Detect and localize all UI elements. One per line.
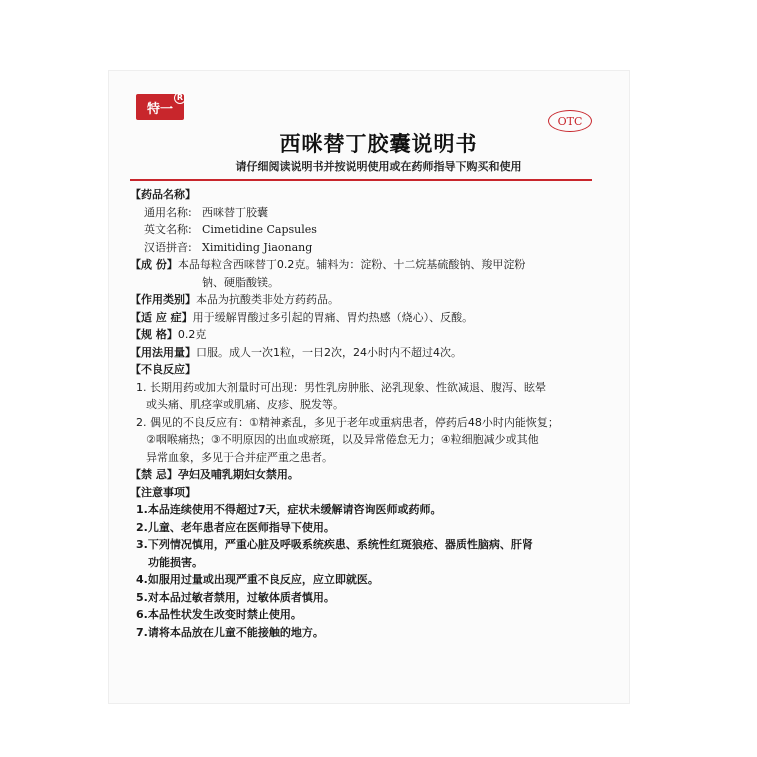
precaution-item-2: 2.儿童、老年患者应在医师指导下使用。: [136, 520, 335, 534]
ingredients-heading: 【成 份】: [130, 258, 178, 271]
precaution-item-4: 4.如服用过量或出现严重不良反应，应立即就医。: [136, 573, 379, 586]
category-row: [130, 291, 592, 309]
adverse-item-1-line-2: 或头痛、肌痉挛或肌痛、皮疹、脱发等。: [146, 398, 344, 411]
spec-value: 0.2克: [177, 328, 207, 341]
title-divider: [130, 179, 592, 181]
pinyin-name-row: [130, 239, 592, 257]
leaflet-content: [130, 186, 592, 641]
spec-row: [130, 326, 592, 344]
pinyin-name-value: Ximitiding Jiaonang: [202, 240, 313, 254]
page-subtitle: 请仔细阅读说明书并按说明使用或在药师指导下购买和使用: [235, 160, 522, 173]
dosage-heading: 【用法用量】: [130, 345, 196, 359]
otc-badge: OTC: [548, 110, 592, 132]
category-heading: 【作用类别】: [130, 293, 196, 306]
adverse-heading: 【不良反应】: [130, 363, 196, 376]
contraindication-row: [130, 466, 592, 484]
precaution-item-1: 1.本品连续使用不得超过7天，症状未缓解请咨询医师或药师。: [136, 503, 442, 516]
ingredients-line-1: 本品每粒含西咪替丁0.2克。辅料为：淀粉、十二烷基硫酸钠、羧甲淀粉: [177, 258, 526, 271]
precaution-item-6: 6.本品性状发生改变时禁止使用。: [136, 608, 302, 621]
contraindication-heading: 【禁 忌】: [130, 468, 178, 481]
indication-value: 用于缓解胃酸过多引起的胃痛、胃灼热感（烧心）、反酸。: [192, 310, 474, 324]
generic-name-row: [130, 204, 592, 222]
category-value: 本品为抗酸类非处方药药品。: [196, 293, 339, 306]
dosage-row: [130, 344, 592, 362]
precaution-item-5: 5.对本品过敏者禁用，过敏体质者慎用。: [136, 590, 335, 604]
indication-heading: 【适 应 症】: [130, 310, 193, 324]
ingredients-line-2: 钠、硬脂酸镁。: [202, 275, 279, 289]
generic-name-label: 通用名称:: [144, 205, 192, 219]
contraindication-value: 孕妇及哺乳期妇女禁用。: [177, 468, 299, 481]
english-name-label: 英文名称:: [144, 223, 192, 236]
english-name-value: Cimetidine Capsules: [202, 223, 317, 236]
precautions-heading: 【注意事项】: [130, 485, 196, 499]
adverse-item-2-line-2: ②咽喉痛热；③不明原因的出血或瘀斑，以及异常倦怠无力；④粒细胞减少或其他: [146, 433, 539, 446]
precaution-item-3-cont: 功能损害。: [148, 555, 203, 569]
brand-logo: [136, 94, 184, 120]
precaution-item-7: 7.请将本品放在儿童不能接触的地方。: [136, 625, 324, 639]
precaution-item-3: 3.下列情况慎用，严重心脏及呼吸系统疾患、系统性红斑狼疮、器质性脑病、肝肾: [136, 538, 533, 551]
english-name-row: [130, 221, 592, 239]
generic-name-value: 西咪替丁胶囊: [202, 205, 268, 219]
brand-logo-text: 特一: [146, 101, 173, 117]
ingredients-row: [130, 256, 592, 274]
registered-mark-icon: R: [174, 92, 186, 104]
adverse-item-1-line-1: 1. 长期用药或加大剂量时可出现：男性乳房肿胀、泌乳现象、性欲减退、腹泻、眩晕: [136, 380, 546, 394]
adverse-item-2-line-3: 异常血象，多见于合并症严重之患者。: [146, 450, 333, 464]
spec-heading: 【规 格】: [130, 328, 178, 341]
page-title: 西咪替丁胶囊说明书: [279, 132, 478, 156]
dosage-value: 口服。成人一次1粒，一日2次，24小时内不超过4次。: [196, 345, 462, 359]
drug-name-heading: 【药品名称】: [130, 188, 196, 201]
indication-row: [130, 309, 592, 327]
pinyin-name-label: 汉语拼音:: [144, 240, 192, 254]
adverse-item-2-line-1: 2. 偶见的不良反应有：①精神紊乱，多见于老年或重病患者，停药后48小时内能恢复；: [136, 415, 559, 429]
